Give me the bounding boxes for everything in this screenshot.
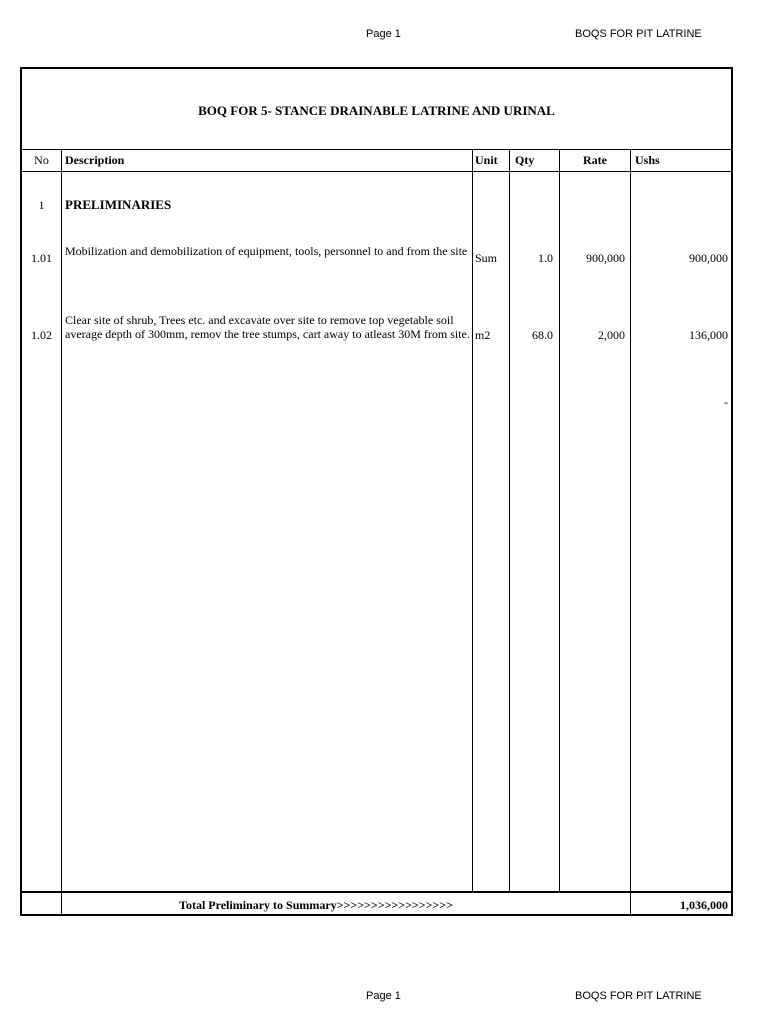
item-rate: 900,000 (586, 251, 625, 265)
item-qty: 68.0 (532, 328, 553, 342)
item-rate: 2,000 (598, 328, 625, 342)
col-header-qty: Qty (515, 153, 535, 167)
item-amount: 136,000 (689, 328, 728, 342)
total-label: Total Preliminary to Summary>>>>>>>>>>>>>>>>> (179, 898, 453, 912)
col-header-ushs: Ushs (635, 153, 660, 167)
col-header-description: Description (65, 153, 125, 167)
header-top-rule (22, 149, 731, 150)
item-qty: 1.0 (538, 251, 553, 265)
blank-amount-dash: - (724, 395, 728, 409)
item-number: 1.02 (31, 328, 52, 342)
section-title: PRELIMINARIES (65, 197, 172, 212)
table-title: BOQ FOR 5- STANCE DRAINABLE LATRINE AND URINAL (198, 103, 555, 118)
item-amount: 900,000 (689, 251, 728, 265)
total-amount: 1,036,000 (680, 898, 728, 912)
col-separator-no (61, 149, 62, 914)
page-number-header: Page 1 (366, 28, 401, 40)
section-number: 1 (38, 198, 45, 212)
item-unit: m2 (475, 328, 491, 342)
document-label-header: BOQS FOR PIT LATRINE (575, 28, 702, 40)
col-header-rate: Rate (583, 153, 607, 167)
header-bottom-rule (22, 171, 731, 172)
page-number-footer: Page 1 (366, 990, 401, 1002)
document-label-footer: BOQS FOR PIT LATRINE (575, 990, 702, 1002)
boq-table (20, 67, 733, 916)
col-header-unit: Unit (475, 153, 498, 167)
item-number: 1.01 (31, 251, 52, 265)
col-separator-description (472, 149, 473, 893)
body-bottom-rule (22, 891, 731, 893)
item-description: Mobilization and demobilization of equipment, tools, personnel to and from the site (65, 244, 468, 258)
item-unit: Sum (475, 251, 498, 265)
col-header-no: No (34, 153, 49, 167)
item-description: Clear site of shrub, Trees etc. and excavate over site to remove top vegetable soil average depth of 300mm, remov the tree stumps, cart away to atleast 30M from site. (65, 313, 470, 341)
